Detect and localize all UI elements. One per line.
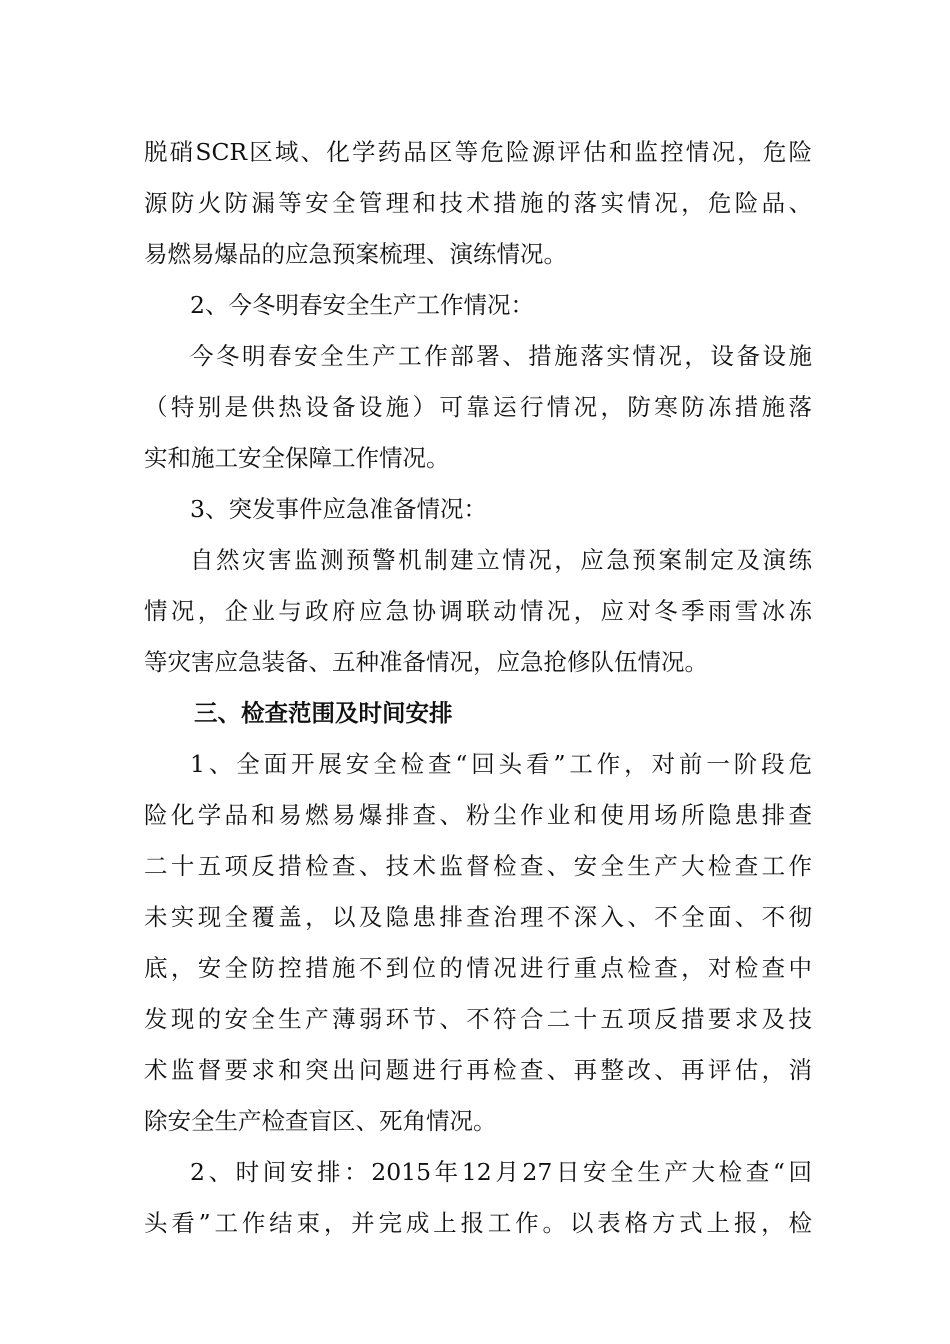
body-text-line: 底，安全防控措施不到位的情况进行重点检查，对检查中 xyxy=(144,954,812,982)
body-text-line: 自然灾害监测预警机制建立情况，应急预案制定及演练 xyxy=(190,546,812,574)
body-text-line: 术监督要求和突出问题进行再检查、再整改、再评估，消 xyxy=(144,1056,812,1084)
body-text-line: （特别是供热设备设施）可靠运行情况，防寒防冻措施落 xyxy=(144,393,812,421)
body-text-line: 今冬明春安全生产工作部署、措施落实情况，设备设施 xyxy=(190,342,812,370)
body-text-line: 源防火防漏等安全管理和技术措施的落实情况，危险品、 xyxy=(144,189,812,217)
body-text-line: 情况，企业与政府应急协调联动情况，应对冬季雨雪冰冻 xyxy=(144,597,812,625)
body-text-line: 除安全生产检查盲区、死角情况。 xyxy=(144,1107,497,1135)
body-text-line: 发现的安全生产薄弱环节、不符合二十五项反措要求及技 xyxy=(144,1005,812,1033)
subsection-heading: 2、今冬明春安全生产工作情况： xyxy=(190,291,534,319)
subsection-heading: 3、突发事件应急准备情况： xyxy=(190,495,487,523)
body-text-line: 险化学品和易燃易爆排查、粉尘作业和使用场所隐患排查 xyxy=(144,801,812,829)
body-text-line: 二十五项反措检查、技术监督检查、安全生产大检查工作 xyxy=(144,852,812,880)
section-heading: 三、检查范围及时间安排 xyxy=(194,699,453,727)
body-text-line: 1、全面开展安全检查“回头看”工作，对前一阶段危 xyxy=(190,750,812,778)
body-text-line: 等灾害应急装备、五种准备情况，应急抢修队伍情况。 xyxy=(144,648,708,676)
body-text-line: 易燃易爆品的应急预案梳理、演练情况。 xyxy=(144,240,567,268)
body-text-line: 2、时间安排：2015年12月27日安全生产大检查“回 xyxy=(190,1158,812,1186)
body-text-line: 脱硝SCR区域、化学药品区等危险源评估和监控情况，危险 xyxy=(144,138,812,166)
body-text-line: 实和施工安全保障工作情况。 xyxy=(144,444,450,472)
body-text-line: 头看”工作结束，并完成上报工作。以表格方式上报，检 xyxy=(144,1209,812,1237)
body-text-line: 未实现全覆盖，以及隐患排查治理不深入、不全面、不彻 xyxy=(144,903,812,931)
